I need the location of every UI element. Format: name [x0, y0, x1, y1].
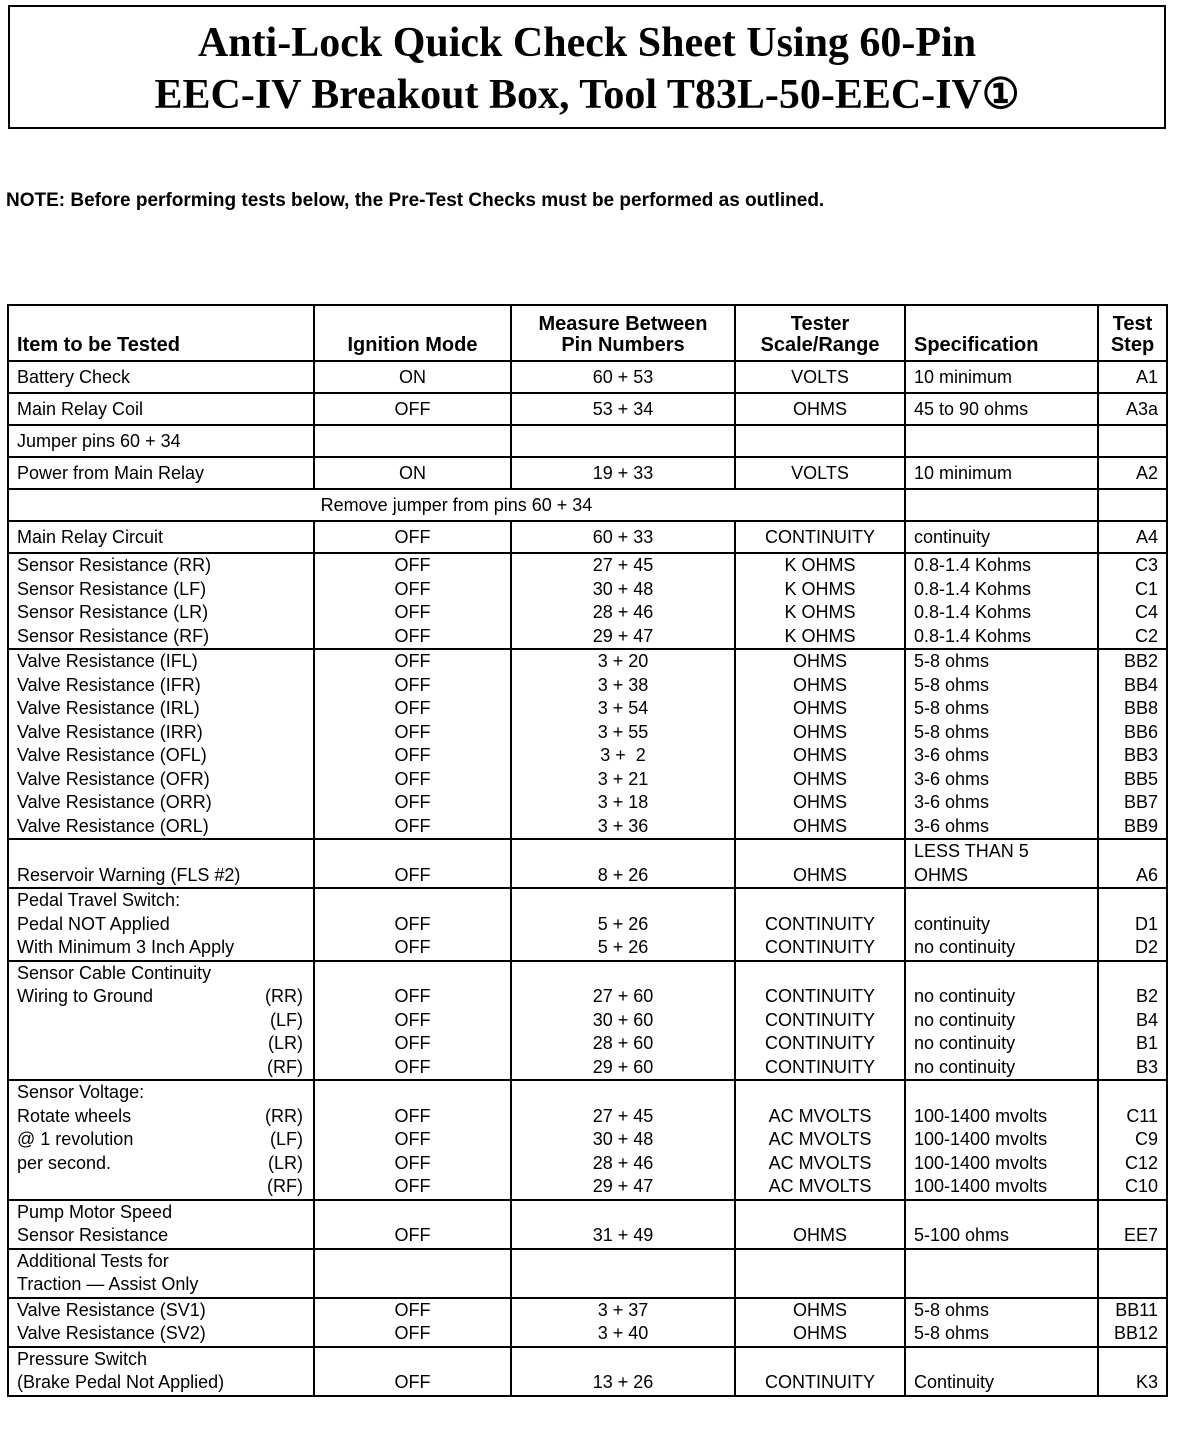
- table-row: Battery Check ON 60 + 53 VOLTS 10 minimum A1: [8, 361, 1167, 393]
- header-row: [8, 305, 1167, 361]
- table-row: Power from Main Relay ON 19 + 33 VOLTS 10 minimum A2: [8, 457, 1167, 489]
- table-row: Pedal Travel Switch: Pedal NOT Applied With Minimum 3 Inch Apply OFF OFF 5 + 26 5 + 26 CONTINUITY CONTINUITY continuity no continuity D1 D2: [8, 888, 1167, 961]
- header-scale: Tester Scale/Range: [735, 305, 905, 361]
- title-box: [8, 5, 1166, 129]
- quick-check-table: [7, 304, 1168, 1397]
- table-row: Jumper pins 60 + 34: [8, 425, 1167, 457]
- table-row: Sensor Resistance (RR) Sensor Resistance (LF) Sensor Resistance (LR) Sensor Resistance (RF) OFF OFF OFF OFF 27 + 45 30 + 48 28 + 46 29 + 47 K OHMS K OHMS K OHMS K OHMS 0.8-1.4 Kohms 0.8-1.4 Kohms 0.8-1.4 Kohms 0.8-1.4 Kohms C3 C1 C4 C2: [8, 553, 1167, 649]
- table-row: Main Relay Circuit OFF 60 + 33 CONTINUITY continuity A4: [8, 521, 1167, 553]
- header-item: Item to be Tested: [8, 305, 314, 361]
- table-row: Additional Tests for Traction — Assist Only: [8, 1249, 1167, 1298]
- table-row: Sensor Cable Continuity Wiring to Ground (RR) (LF) (LR) (RF) OFF OFF OFF OFF 27 + 60 30 + 60 28 + 60 29 + 60 CONTINUITY CONTINUITY CONTINUITY CONTINUITY no continuity no continuity no continuity no continuity B2 B4 B1 B3: [8, 961, 1167, 1081]
- title-line-2: EEC-IV Breakout Box, Tool T83L-50-EEC-IV①: [154, 72, 1020, 118]
- note-text: NOTE: Before performing tests below, the Pre-Test Checks must be performed as outlined.: [6, 190, 825, 211]
- table-row: Main Relay Coil OFF 53 + 34 OHMS 45 to 90 ohms A3a: [8, 393, 1167, 425]
- title-line-1: Anti-Lock Quick Check Sheet Using 60-Pin: [197, 20, 977, 66]
- header-mode: Ignition Mode: [314, 305, 511, 361]
- table-row: Reservoir Warning (FLS #2) OFF 8 + 26 OHMS LESS THAN 5 OHMS A6: [8, 839, 1167, 888]
- header-step: Test Step: [1098, 305, 1167, 361]
- table-row: Valve Resistance (IFL) Valve Resistance (IFR) Valve Resistance (IRL) Valve Resistance (IRR) Valve Resistance (OFL) Valve Resistance (OFR) Valve Resistance (ORR) Valve Resistance (ORL) OFF OFF OFF OFF OFF OFF OFF OFF 3 + 20 3 + 38 3 + 54 3 + 55 3 + 2 3 + 21 3 + 18 3 + 36 OHMS OHMS OHMS OHMS OHMS OHMS OHMS OHMS 5-8 ohms 5-8 ohms 5-8 ohms 5-8 ohms 3-6 ohms 3-6 ohms 3-6 ohms 3-6 ohms BB2 BB4 BB8 BB6 BB3 BB5 BB7 BB9: [8, 649, 1167, 839]
- table-row: Sensor Voltage: Rotate wheels (RR) @ 1 revolution (LF) per second. (LR) (RF) OFF OFF OFF OFF 27 + 45 30 + 48 28 + 46 29 + 47 AC MVOLTS AC MVOLTS AC MVOLTS AC MVOLTS 100-1400 mvolts 100-1400 mvolts 100-1400 mvolts 100-1400 mvolts C11 C9 C12 C10: [8, 1080, 1167, 1200]
- table-row: [8, 489, 1167, 521]
- header-pins: Measure Between Pin Numbers: [511, 305, 735, 361]
- table-row: Pressure Switch (Brake Pedal Not Applied) OFF 13 + 26 CONTINUITY Continuity K3: [8, 1347, 1167, 1396]
- header-spec: Specification: [905, 305, 1098, 361]
- table-row: Valve Resistance (SV1) Valve Resistance (SV2) OFF OFF 3 + 37 3 + 40 OHMS OHMS 5-8 ohms 5-8 ohms BB11 BB12: [8, 1298, 1167, 1347]
- table-row: Pump Motor Speed Sensor Resistance OFF 31 + 49 OHMS 5-100 ohms EE7: [8, 1200, 1167, 1249]
- remove-jumper-note: Remove jumper from pins 60 + 34: [8, 489, 905, 521]
